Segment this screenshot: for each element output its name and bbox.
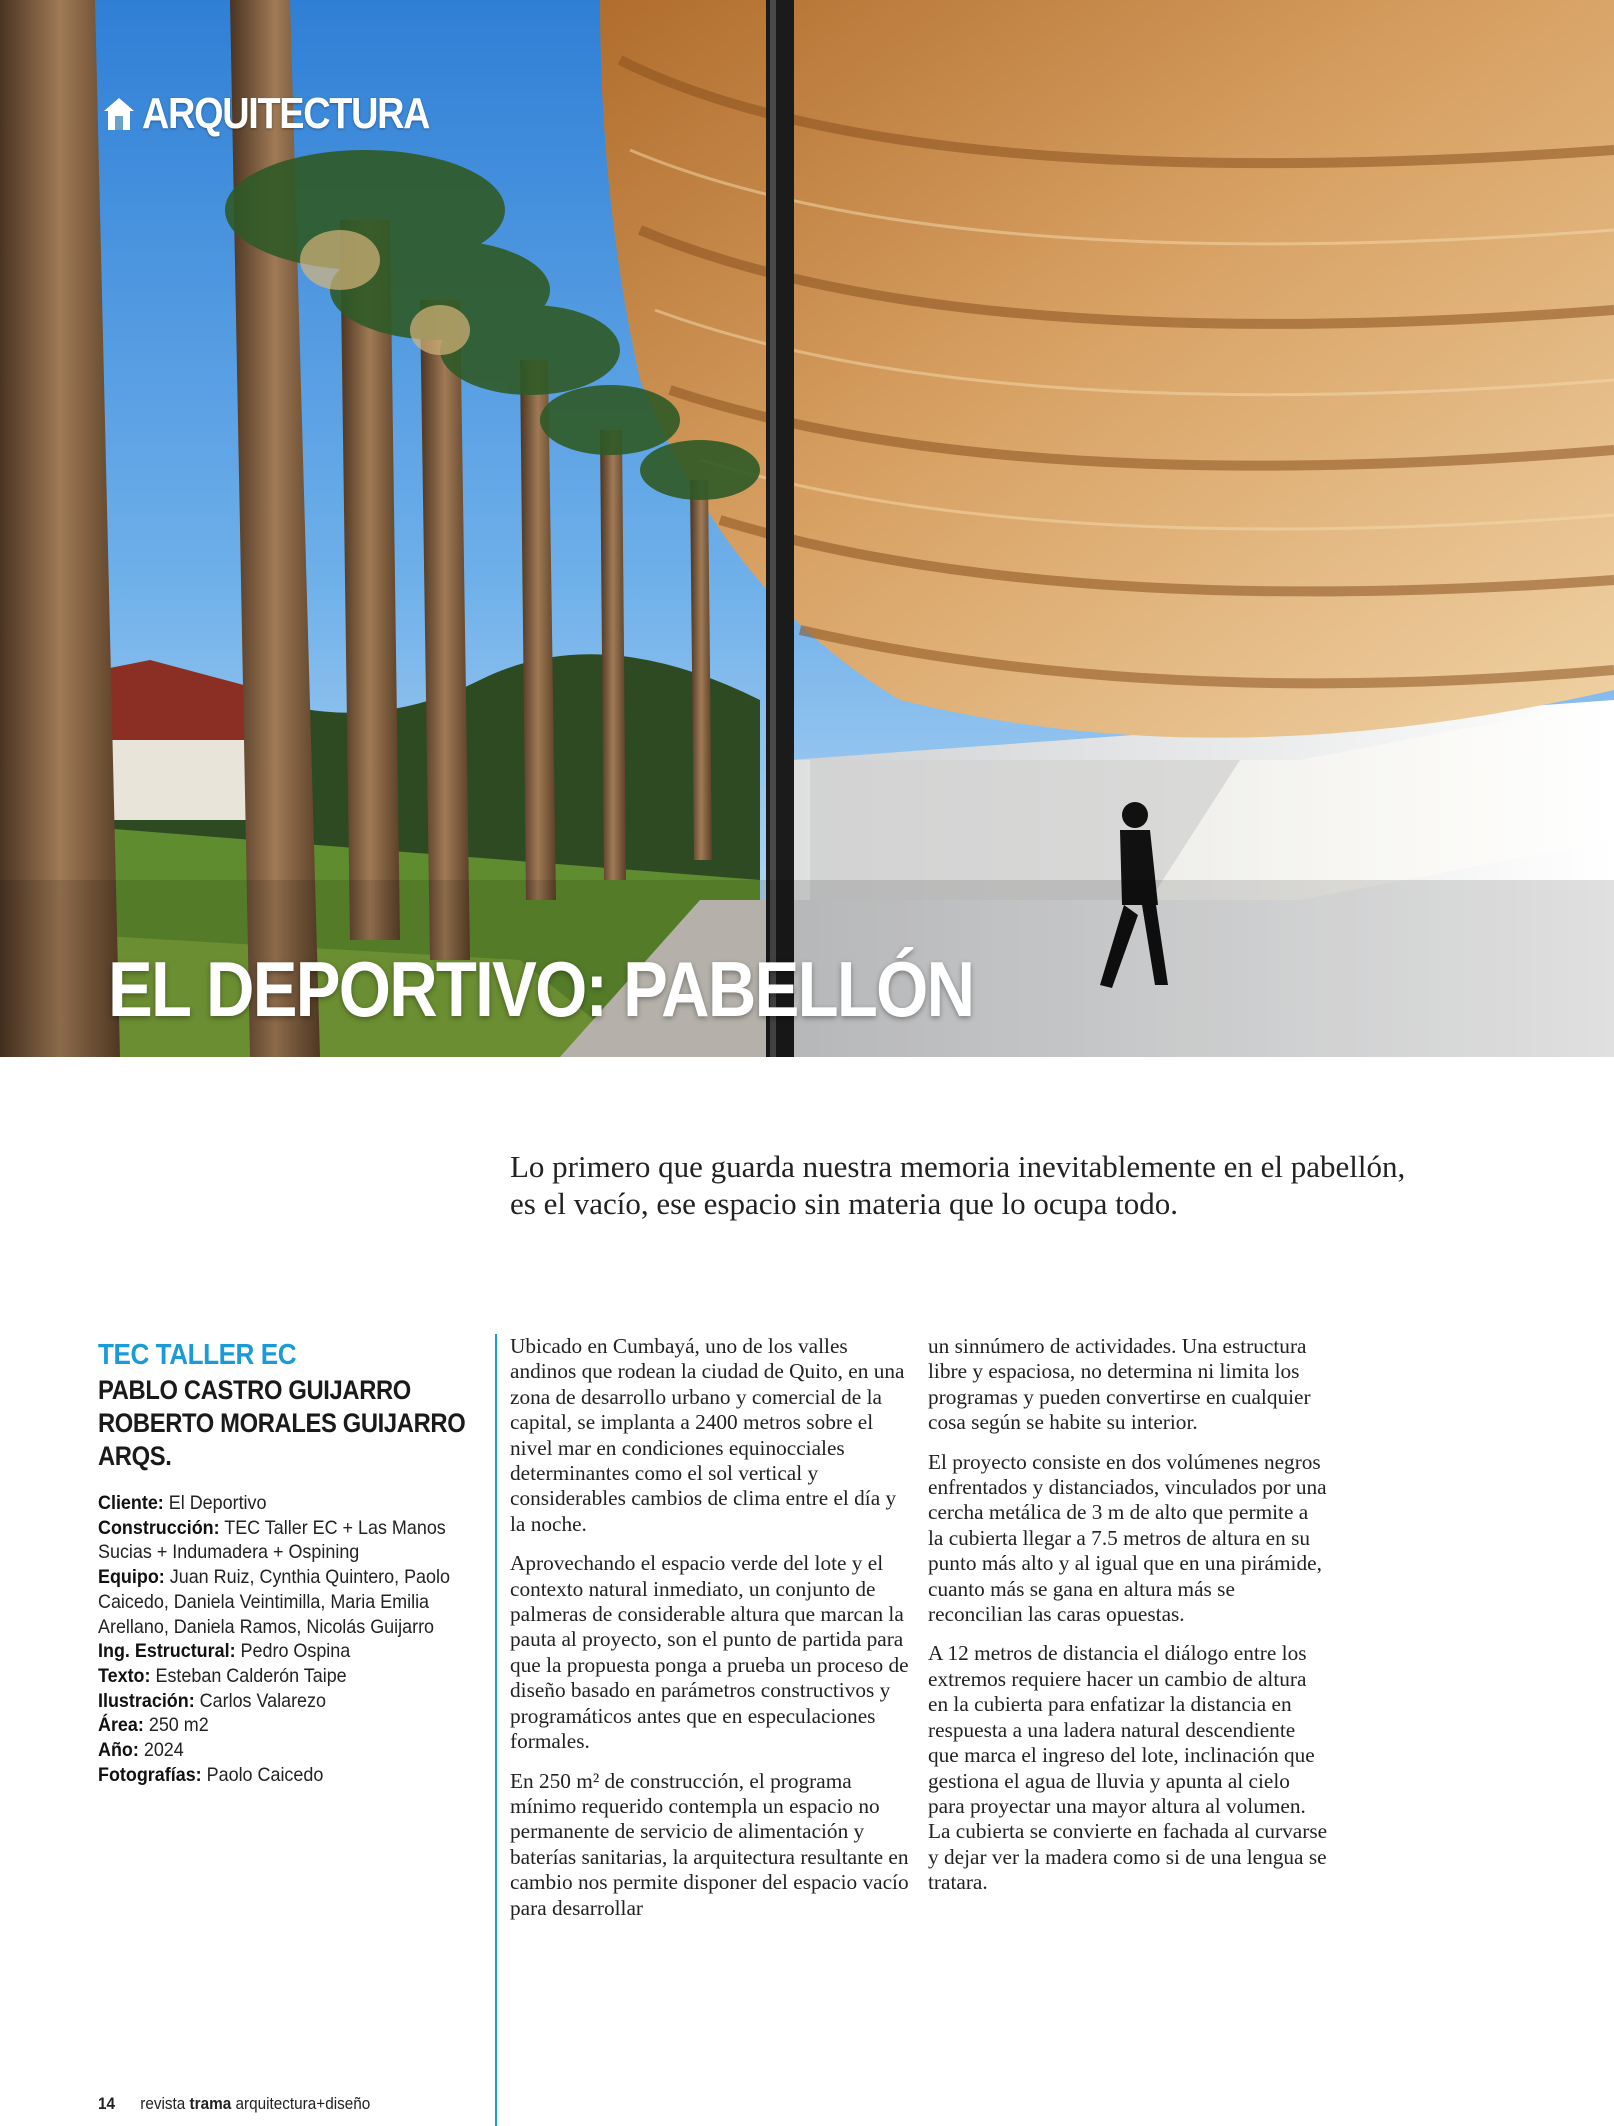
body-column-1 [510,1334,910,1935]
credit-label: Construcción: [98,1516,220,1539]
credit-row [98,1713,477,1738]
credit-value: 2024 [138,1739,184,1762]
body-paragraph: El proyecto consiste en dos volúmenes negros enfrentados y distanciados, vinculados por una cercha metálica de 3 m de alto que permite a la cubierta llegar a 7.5 metros de altura en su punto más alto y al igual que en una pirámide, cuanto más se gana en altura más se reconcilian las caras opuestas. [928,1449,1327,1627]
body-paragraph: En 250 m² de construcción, el programa mínimo requerido contempla un espacio no permanente de servicio de alimentación y baterías sanitarias, la arquitectura resultante en cambio nos permite disponer del espacio vacío para desarrollar [510,1768,909,1920]
credit-label: Ing. Estructural: [98,1640,236,1663]
footer-suffix: arquitectura+diseño [231,2094,371,2113]
page-number: 14 [98,2094,116,2113]
credit-value: Paolo Caicedo [201,1763,324,1786]
lede-quote [510,1148,1510,1222]
credit-row [98,1689,477,1714]
pavilion-photo-illustration [0,0,1614,1057]
body-paragraph: un sinnúmero de actividades. Una estructura libre y espaciosa, no determina ni limita los programas y pueden convertirse en cualquier cosa según se habite su interior. [928,1334,1311,1435]
firm-name: TEC TALLER EC [98,1339,297,1371]
page-footer [98,2094,370,2114]
credit-value: Carlos Valarezo [194,1689,326,1712]
credit-value: Esteban Calderón Taipe [150,1664,347,1687]
credit-row [98,1565,477,1639]
section-label: ARQUITECTURA [142,89,430,138]
credit-row [98,1664,477,1689]
author-line: PABLO CASTRO GUIJARRO [98,1375,411,1405]
body-paragraph: Aprovechando el espacio verde del lote y el contexto natural inmediato, un conjunto de palmeras de considerable altura que marcan la pauta al proyecto, son el punto de partida para que la propuesta ponga a prueba un proceso de diseño basado en parámetros constructivos y programáticos antes que en especulaciones formales. [510,1551,909,1754]
section-tag [102,89,476,138]
credit-label: Cliente: [98,1492,164,1514]
credit-label: Equipo: [98,1566,165,1589]
credit-label: Ilustración: [98,1689,195,1712]
credit-value: El Deportivo [163,1492,267,1514]
body-paragraph: Ubicado en Cumbayá, uno de los valles andinos que rodean la ciudad de Quito, en una zona de desarrollo urbano y comercial de la capital, se implanta a 2400 metros sobre el nivel mar en condiciones equinocciales determinantes como el sol vertical y considerables cambios de clima entre el día y la noche. [510,1334,905,1536]
credit-list [98,1491,477,1787]
credit-value: TEC Taller EC + Las Manos Sucias + Indumadera + Ospining [98,1516,446,1564]
credit-row [98,1763,477,1788]
credit-row [98,1516,477,1565]
credit-label: Año: [98,1739,139,1762]
credit-value: Pedro Ospina [235,1640,351,1663]
credit-label: Texto: [98,1664,151,1687]
lede-line-1: Lo primero que guarda nuestra memoria inevitablemente en el pabellón, [510,1149,1406,1184]
body-paragraph: A 12 metros de distancia el diálogo entre los extremos requiere hacer un cambio de altura en la cubierta para enfatizar la distancia en respuesta a una ladera natural descendiente que marca el ingreso del lote, inclinación que gestiona el agua de lluvia y apunta al cielo para proyectar una mayor altura al volumen. La cubierta se convierte en fachada al curvarse y dejar ver la madera como si de una lengua se tratara. [928,1641,1328,1895]
credit-row [98,1738,477,1763]
author-line: ARQS. [98,1441,172,1471]
body-column-2 [928,1334,1328,1910]
credit-value: Juan Ruiz, Cynthia Quintero, Paolo Caicedo, Daniela Veintimilla, Maria Emilia Arellano, Daniela Ramos, Nicolás Guijarro [98,1566,450,1638]
author-list [98,1374,478,1473]
credit-label: Fotografías: [98,1763,202,1786]
author-line: ROBERTO MORALES GUIJARRO [98,1408,466,1438]
credit-row [98,1639,477,1664]
project-credits [98,1338,478,1787]
lede-line-2: es el vacío, ese espacio sin materia que lo ocupa todo. [510,1186,1178,1221]
page-title: EL DEPORTIVO: PABELLÓN [108,945,974,1033]
column-divider [495,1334,497,2126]
hero-photo [0,0,1614,1057]
footer-brand: trama [189,2094,232,2113]
footer-prefix: revista [140,2094,190,2113]
credit-row [98,1491,477,1516]
credit-label: Área: [98,1714,144,1737]
credit-value: 250 m2 [143,1714,209,1737]
house-icon [102,96,136,132]
